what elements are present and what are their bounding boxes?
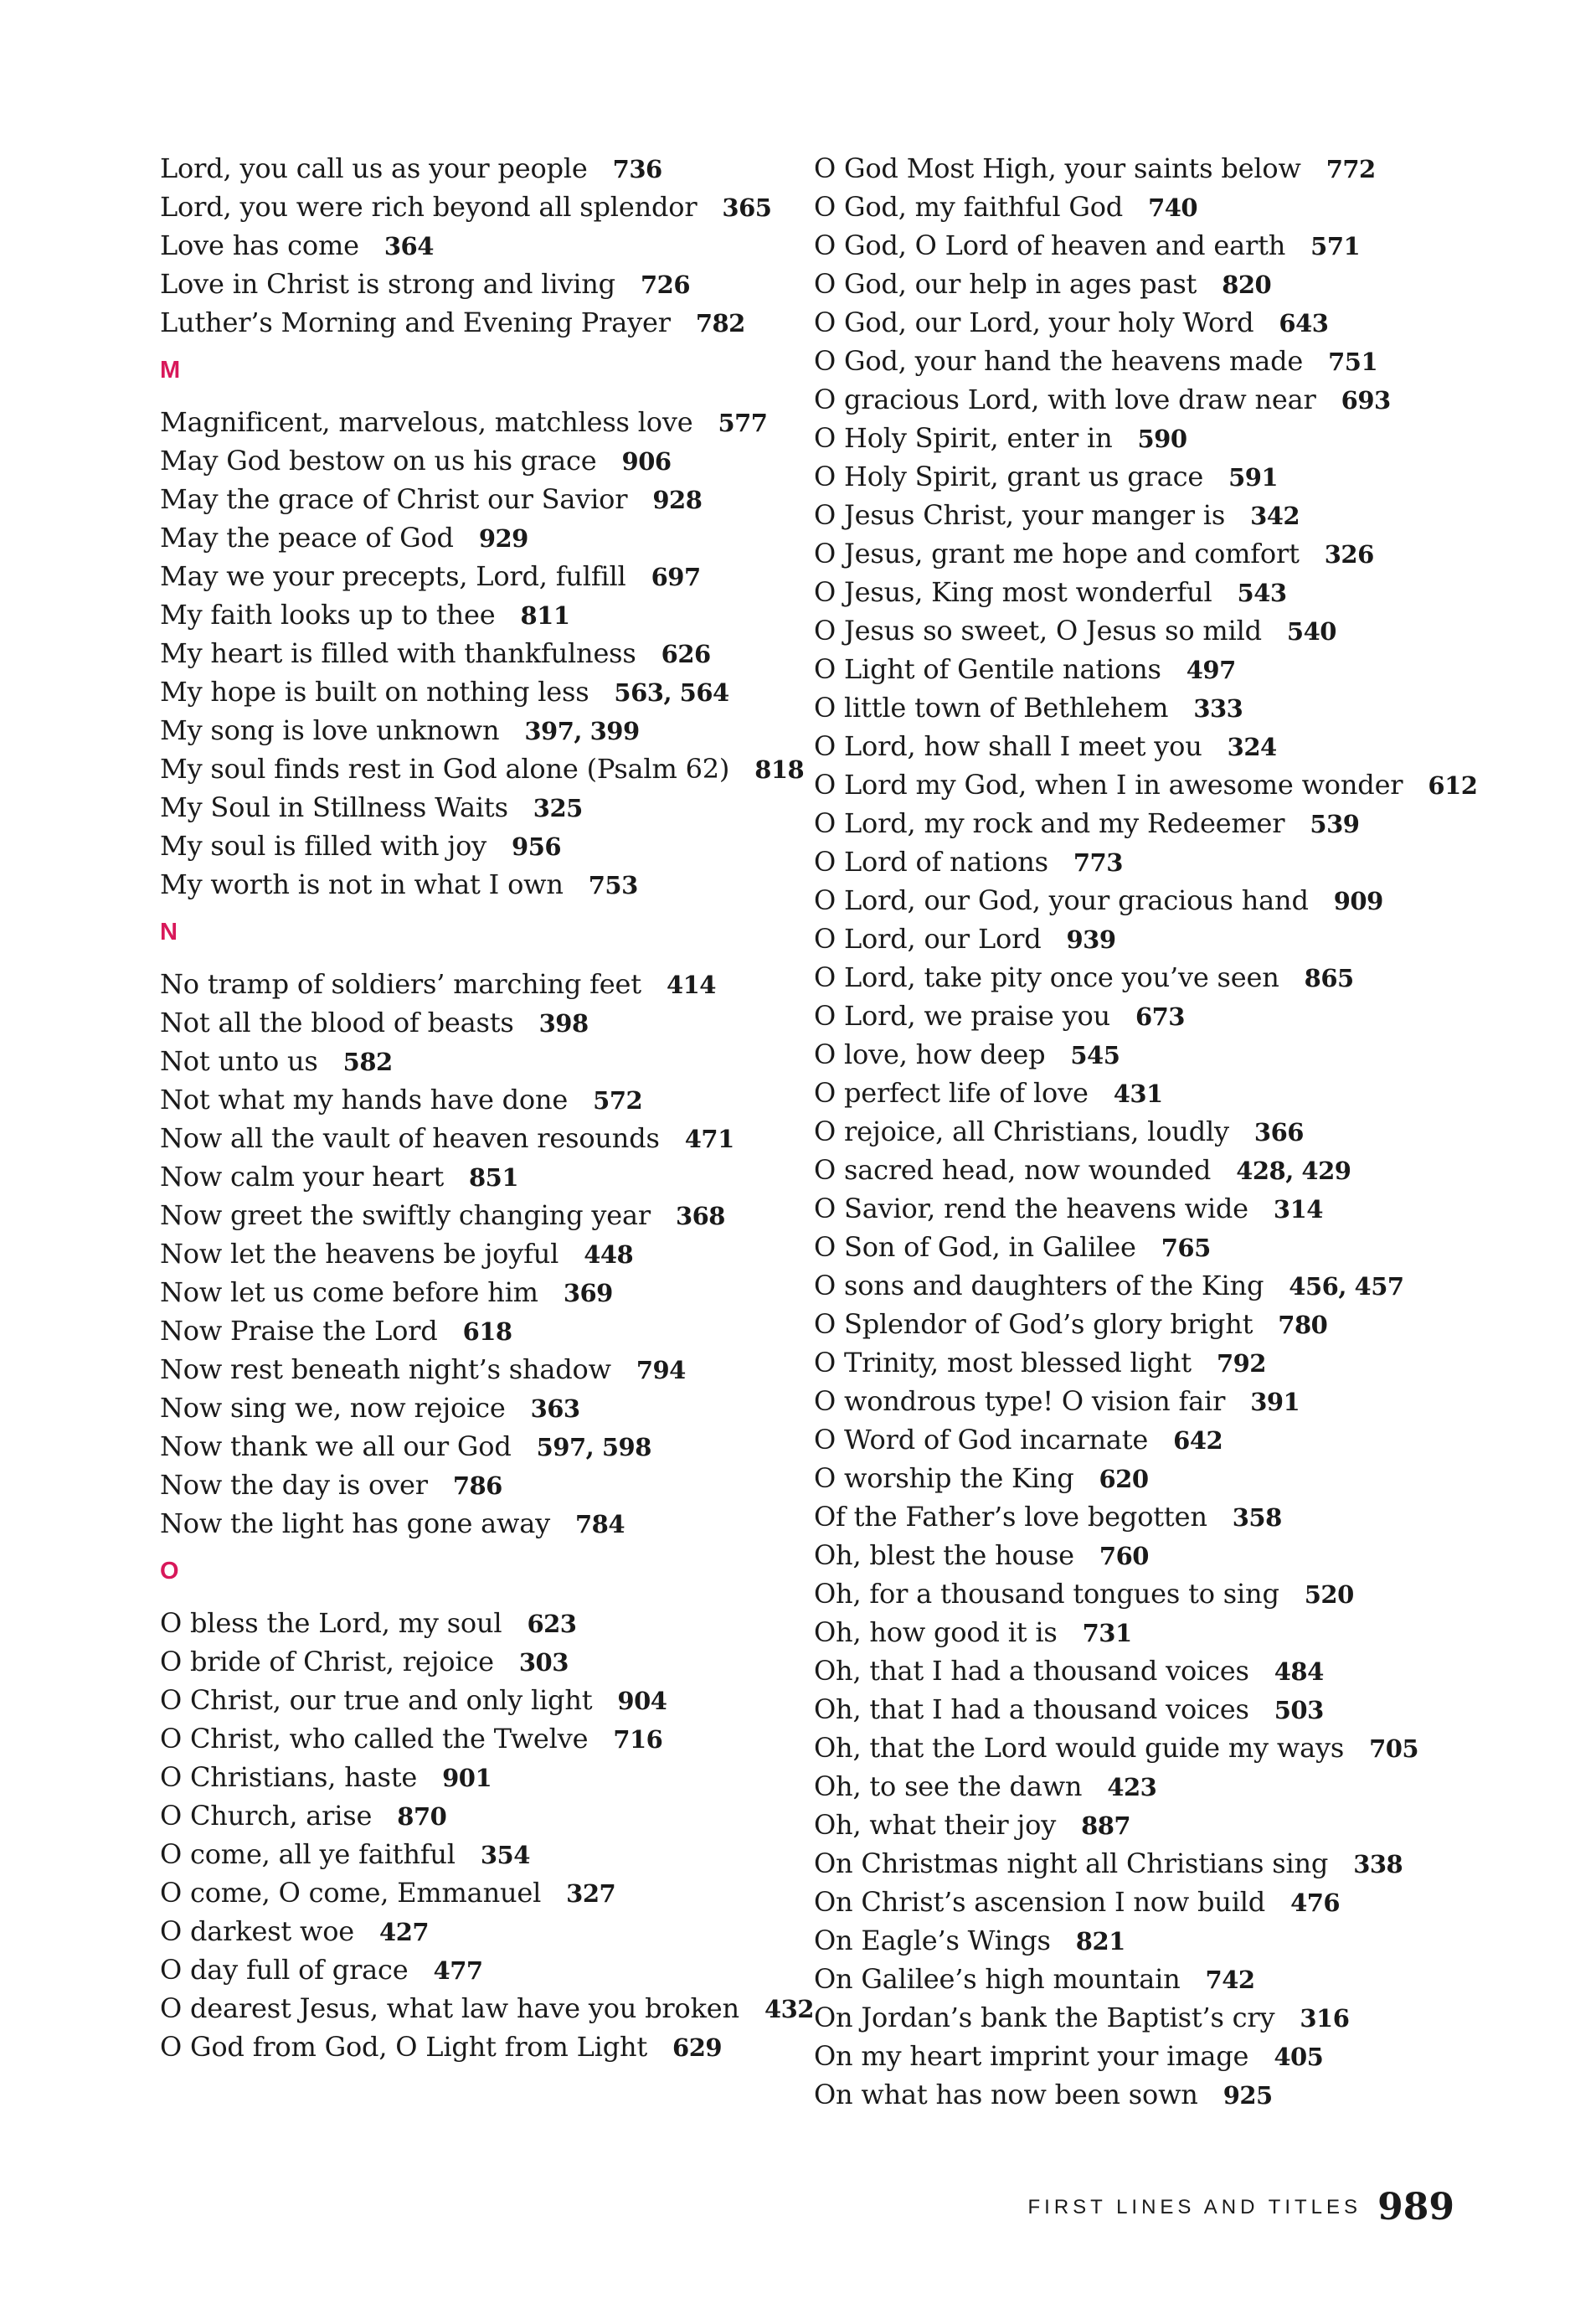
index-entry bbox=[814, 650, 1450, 688]
hymn-title: O gracious Lord, with love draw near bbox=[814, 384, 1316, 415]
index-entry bbox=[160, 403, 796, 441]
hymn-number: 563, 564 bbox=[614, 678, 729, 707]
index-entry bbox=[160, 1719, 796, 1758]
hymn-number: 327 bbox=[566, 1879, 616, 1908]
hymn-title: Oh, blest the house bbox=[814, 1539, 1074, 1571]
index-entry bbox=[814, 1613, 1450, 1652]
hymn-title: Oh, that I had a thousand voices bbox=[814, 1655, 1249, 1687]
index-entry bbox=[160, 1196, 796, 1234]
hymn-number: 939 bbox=[1066, 925, 1116, 954]
hymn-title: Now greet the swiftly changing year bbox=[160, 1199, 651, 1231]
hymn-number: 820 bbox=[1222, 271, 1272, 299]
hymn-title: O bless the Lord, my soul bbox=[160, 1607, 502, 1639]
hymn-number: 901 bbox=[442, 1764, 492, 1792]
hymn-number: 620 bbox=[1099, 1465, 1149, 1493]
hymn-number: 497 bbox=[1186, 656, 1236, 684]
hymn-title: Oh, what their joy bbox=[814, 1809, 1057, 1841]
hymn-number: 773 bbox=[1073, 848, 1123, 877]
hymn-number: 629 bbox=[672, 2033, 723, 2062]
hymn-title: Oh, to see the dawn bbox=[814, 1770, 1083, 1802]
index-entry bbox=[160, 965, 796, 1003]
index-entry bbox=[160, 1119, 796, 1157]
hymn-title: O Jesus, grant me hope and comfort bbox=[814, 538, 1300, 569]
hymn-number: 870 bbox=[397, 1802, 447, 1831]
hymn-title: O little town of Bethlehem bbox=[814, 692, 1169, 724]
hymn-number: 705 bbox=[1369, 1734, 1419, 1763]
hymn-number: 427 bbox=[379, 1918, 430, 1946]
index-entry bbox=[160, 265, 796, 303]
hymn-title: On Christmas night all Christians sing bbox=[814, 1847, 1329, 1879]
hymn-number: 471 bbox=[684, 1125, 734, 1153]
hymn-number: 765 bbox=[1161, 1234, 1211, 1262]
hymn-title: O Lord, take pity once you’ve seen bbox=[814, 961, 1279, 993]
index-entry bbox=[160, 1912, 796, 1950]
hymn-title: O Lord, we praise you bbox=[814, 1000, 1110, 1032]
index-entry bbox=[814, 1921, 1450, 1960]
hymn-number: 545 bbox=[1070, 1041, 1120, 1069]
hymn-number: 423 bbox=[1107, 1773, 1157, 1801]
hymn-number: 784 bbox=[574, 1510, 625, 1538]
hymn-title: Now thank we all our God bbox=[160, 1430, 512, 1462]
hymn-title: O perfect life of love bbox=[814, 1077, 1089, 1109]
hymn-title: O Lord, our God, your gracious hand bbox=[814, 884, 1309, 916]
hymn-title: Oh, that the Lord would guide my ways bbox=[814, 1732, 1345, 1764]
hymn-number: 821 bbox=[1075, 1927, 1125, 1956]
hymn-number: 731 bbox=[1082, 1619, 1132, 1647]
hymn-number: 618 bbox=[462, 1317, 512, 1346]
index-entry bbox=[160, 1234, 796, 1273]
hymn-title: Love in Christ is strong and living bbox=[160, 268, 615, 300]
hymn-title: O rejoice, all Christians, loudly bbox=[814, 1116, 1229, 1147]
hymn-title: O Splendor of God’s glory bright bbox=[814, 1308, 1253, 1340]
hymn-number: 405 bbox=[1274, 2043, 1324, 2071]
hymn-title: O God, our Lord, your holy Word bbox=[814, 307, 1254, 338]
hymn-number: 928 bbox=[652, 486, 703, 514]
hymn-title: On Eagle’s Wings bbox=[814, 1925, 1051, 1956]
hymn-title: Lord, you call us as your people bbox=[160, 152, 588, 184]
hymn-title: O Christians, haste bbox=[160, 1761, 418, 1793]
hymn-number: 503 bbox=[1274, 1696, 1324, 1724]
index-entry bbox=[160, 1873, 796, 1912]
index-entry bbox=[814, 2075, 1450, 2114]
index-entry bbox=[160, 1427, 796, 1466]
hymn-number: 591 bbox=[1228, 463, 1279, 492]
hymn-title: My worth is not in what I own bbox=[160, 868, 564, 900]
hymn-title: Now calm your heart bbox=[160, 1161, 444, 1193]
hymn-title: O Jesus, King most wonderful bbox=[814, 576, 1212, 608]
hymn-number: 742 bbox=[1205, 1966, 1255, 1994]
hymn-number: 456, 457 bbox=[1289, 1272, 1404, 1301]
hymn-title: My heart is filled with thankfulness bbox=[160, 637, 636, 669]
hymn-number: 354 bbox=[480, 1841, 530, 1869]
index-entry bbox=[160, 1642, 796, 1681]
index-entry bbox=[160, 634, 796, 672]
hymn-number: 582 bbox=[342, 1048, 393, 1076]
index-entry bbox=[160, 1273, 796, 1311]
hymn-number: 358 bbox=[1232, 1503, 1282, 1532]
hymn-title: May we your precepts, Lord, fulfill bbox=[160, 560, 626, 592]
hymn-number: 366 bbox=[1253, 1118, 1304, 1147]
hymn-title: Now the day is over bbox=[160, 1469, 428, 1501]
hymn-title: O Holy Spirit, enter in bbox=[814, 422, 1113, 454]
hymn-title: O dearest Jesus, what law have you broken bbox=[160, 1992, 739, 2024]
index-entry bbox=[814, 765, 1478, 804]
hymn-number: 572 bbox=[593, 1086, 643, 1115]
hymn-title: Of the Father’s love begotten bbox=[814, 1501, 1207, 1533]
hymn-number: 612 bbox=[1428, 771, 1478, 800]
hymn-title: O love, how deep bbox=[814, 1038, 1046, 1070]
index-entry bbox=[160, 865, 796, 904]
hymn-title: My soul is filled with joy bbox=[160, 830, 487, 862]
index-entry bbox=[814, 1883, 1450, 1921]
index-entry bbox=[814, 1729, 1450, 1767]
hymn-number: 303 bbox=[518, 1648, 569, 1677]
hymn-number: 753 bbox=[588, 871, 638, 899]
index-entry bbox=[814, 1960, 1450, 1998]
index-entry bbox=[160, 1080, 796, 1119]
index-entry bbox=[814, 534, 1450, 573]
hymn-number: 697 bbox=[651, 563, 701, 591]
hymn-title: Now all the vault of heaven resounds bbox=[160, 1122, 660, 1154]
hymn-number: 333 bbox=[1193, 694, 1243, 723]
section-letter: O bbox=[160, 1558, 179, 1585]
hymn-number: 365 bbox=[722, 193, 772, 222]
index-entry bbox=[160, 750, 805, 788]
hymn-number: 590 bbox=[1137, 425, 1187, 453]
index-entry bbox=[814, 920, 1450, 958]
hymn-title: O come, O come, Emmanuel bbox=[160, 1877, 542, 1909]
index-entry bbox=[160, 188, 796, 226]
hymn-title: O sacred head, now wounded bbox=[814, 1154, 1212, 1186]
hymn-number: 811 bbox=[520, 601, 570, 630]
hymn-number: 818 bbox=[754, 755, 805, 784]
hymn-number: 368 bbox=[675, 1202, 725, 1230]
hymn-number: 794 bbox=[636, 1356, 686, 1384]
hymn-number: 363 bbox=[530, 1394, 580, 1423]
hymn-title: Oh, how good it is bbox=[814, 1616, 1058, 1648]
index-entry bbox=[814, 149, 1450, 188]
index-entry bbox=[814, 1420, 1450, 1459]
hymn-title: O Son of God, in Galilee bbox=[814, 1231, 1136, 1263]
hymn-title: O Lord of nations bbox=[814, 846, 1048, 878]
index-entry bbox=[814, 1998, 1450, 2037]
hymn-title: O Lord my God, when I in awesome wonder bbox=[814, 769, 1403, 801]
index-entry bbox=[814, 1266, 1450, 1305]
hymn-number: 543 bbox=[1237, 579, 1287, 607]
hymn-title: Now rest beneath night’s shadow bbox=[160, 1353, 611, 1385]
index-entry bbox=[160, 1681, 796, 1719]
hymn-title: On Jordan’s bank the Baptist’s cry bbox=[814, 2002, 1275, 2033]
hymn-title: Oh, for a thousand tongues to sing bbox=[814, 1578, 1279, 1610]
hymn-title: O come, all ye faithful bbox=[160, 1838, 456, 1870]
hymn-number: 956 bbox=[512, 832, 562, 861]
index-entry bbox=[814, 611, 1450, 650]
hymn-number: 792 bbox=[1216, 1349, 1266, 1378]
hymn-title: Love has come bbox=[160, 229, 359, 261]
hymn-title: On my heart imprint your image bbox=[814, 2040, 1249, 2072]
hymn-title: O Lord, my rock and my Redeemer bbox=[814, 807, 1285, 839]
index-entry bbox=[814, 1767, 1450, 1806]
index-entry bbox=[160, 1835, 796, 1873]
hymn-number: 673 bbox=[1135, 1002, 1185, 1031]
index-entry bbox=[814, 1112, 1450, 1151]
hymn-title: O Church, arise bbox=[160, 1800, 373, 1832]
index-entry bbox=[814, 1151, 1450, 1189]
index-entry bbox=[814, 1228, 1450, 1266]
index-entry bbox=[814, 1497, 1450, 1536]
hymn-number: 716 bbox=[613, 1725, 663, 1754]
hymn-title: On Galilee’s high mountain bbox=[814, 1963, 1181, 1995]
index-entry bbox=[814, 457, 1450, 496]
index-entry bbox=[160, 1003, 796, 1042]
hymn-title: Not all the blood of beasts bbox=[160, 1007, 514, 1038]
index-entry bbox=[160, 672, 796, 711]
page-footer bbox=[1028, 2186, 1454, 2229]
hymn-title: Now the light has gone away bbox=[160, 1507, 550, 1539]
index-entry bbox=[160, 1350, 796, 1389]
hymn-number: 740 bbox=[1148, 193, 1198, 222]
hymn-number: 597, 598 bbox=[536, 1433, 651, 1461]
hymn-number: 520 bbox=[1304, 1580, 1354, 1609]
index-entry bbox=[160, 1950, 796, 1989]
hymn-number: 571 bbox=[1310, 232, 1361, 260]
index-entry bbox=[160, 595, 796, 634]
hymn-title: On what has now been sown bbox=[814, 2079, 1198, 2110]
index-entry bbox=[160, 303, 796, 342]
hymn-number: 736 bbox=[612, 155, 662, 183]
index-entry bbox=[160, 1466, 796, 1504]
index-entry bbox=[814, 188, 1450, 226]
hymn-title: O God from God, O Light from Light bbox=[160, 2031, 648, 2063]
hymn-title: May the grace of Christ our Savior bbox=[160, 483, 628, 515]
hymn-number: 887 bbox=[1081, 1811, 1131, 1840]
index-entry bbox=[160, 827, 796, 865]
hymn-number: 865 bbox=[1304, 964, 1354, 992]
hymn-title: Now sing we, now rejoice bbox=[160, 1392, 506, 1424]
hymn-title: O Savior, rend the heavens wide bbox=[814, 1193, 1248, 1224]
index-entry bbox=[160, 149, 796, 188]
hymn-title: O Lord, how shall I meet you bbox=[814, 730, 1202, 762]
hymn-number: 448 bbox=[584, 1240, 634, 1269]
hymn-number: 314 bbox=[1273, 1195, 1323, 1224]
index-entry bbox=[814, 1035, 1450, 1074]
index-entry bbox=[814, 1806, 1450, 1844]
hymn-title: O God, our help in ages past bbox=[814, 268, 1197, 300]
hymn-title: O wondrous type! O vision fair bbox=[814, 1385, 1226, 1417]
index-entry bbox=[814, 688, 1450, 727]
hymn-title: O Christ, who called the Twelve bbox=[160, 1723, 589, 1755]
hymn-title: O Word of God incarnate bbox=[814, 1424, 1149, 1456]
hymn-title: O bride of Christ, rejoice bbox=[160, 1646, 494, 1677]
hymn-title: Magnificent, marvelous, matchless love bbox=[160, 406, 693, 438]
index-entry bbox=[814, 1844, 1450, 1883]
hymn-title: Now let the heavens be joyful bbox=[160, 1238, 559, 1270]
hymn-number: 786 bbox=[452, 1471, 502, 1500]
index-entry bbox=[160, 1758, 796, 1796]
index-entry bbox=[160, 441, 796, 480]
hymn-title: O Light of Gentile nations bbox=[814, 653, 1161, 685]
hymn-number: 391 bbox=[1250, 1388, 1300, 1416]
index-entry bbox=[160, 1504, 796, 1543]
hymn-title: O Lord, our Lord bbox=[814, 923, 1042, 955]
index-entry bbox=[814, 226, 1450, 265]
hymn-number: 369 bbox=[563, 1279, 613, 1307]
index-entry bbox=[814, 419, 1450, 457]
index-entry bbox=[814, 496, 1450, 534]
hymn-number: 760 bbox=[1099, 1542, 1149, 1570]
hymn-number: 325 bbox=[533, 794, 583, 822]
hymn-title: No tramp of soldiers’ marching feet bbox=[160, 968, 641, 1000]
hymn-title: My hope is built on nothing less bbox=[160, 676, 589, 708]
hymn-number: 904 bbox=[617, 1687, 667, 1715]
hymn-number: 414 bbox=[666, 971, 716, 999]
hymn-title: O Trinity, most blessed light bbox=[814, 1347, 1192, 1378]
right-column bbox=[814, 149, 1478, 2114]
index-entry bbox=[814, 1343, 1450, 1382]
hymn-number: 772 bbox=[1325, 155, 1376, 183]
index-entry bbox=[160, 2028, 796, 2066]
hymn-number: 539 bbox=[1310, 810, 1360, 838]
hymn-number: 477 bbox=[433, 1956, 483, 1985]
hymn-number: 925 bbox=[1223, 2081, 1273, 2110]
hymn-number: 342 bbox=[1250, 502, 1300, 530]
hymn-number: 780 bbox=[1278, 1311, 1328, 1339]
hymn-number: 909 bbox=[1333, 887, 1383, 915]
hymn-title: O Holy Spirit, grant us grace bbox=[814, 461, 1204, 492]
hymn-title: Oh, that I had a thousand voices bbox=[814, 1693, 1249, 1725]
index-entry bbox=[160, 226, 796, 265]
hymn-title: O Jesus so sweet, O Jesus so mild bbox=[814, 615, 1262, 647]
page-number: 989 bbox=[1377, 2186, 1454, 2229]
hymn-title: My soul finds rest in God alone (Psalm 62) bbox=[160, 753, 730, 785]
index-entry bbox=[814, 958, 1450, 997]
index-entry bbox=[814, 1305, 1450, 1343]
hymn-title: Now Praise the Lord bbox=[160, 1315, 438, 1347]
index-entry bbox=[160, 1157, 796, 1196]
index-entry bbox=[814, 1189, 1450, 1228]
hymn-number: 851 bbox=[468, 1163, 519, 1192]
index-entry bbox=[160, 1989, 814, 2028]
hymn-title: My faith looks up to thee bbox=[160, 599, 496, 631]
index-entry bbox=[814, 881, 1450, 920]
index-entry bbox=[160, 1604, 796, 1642]
hymn-number: 751 bbox=[1328, 348, 1378, 376]
hymn-number: 398 bbox=[538, 1009, 589, 1038]
index-entry bbox=[814, 843, 1450, 881]
index-entry bbox=[160, 788, 796, 827]
hymn-title: Lord, you were rich beyond all splendor bbox=[160, 191, 697, 223]
hymn-title: O God, your hand the heavens made bbox=[814, 345, 1304, 377]
hymn-number: 326 bbox=[1324, 540, 1374, 569]
index-entry bbox=[814, 1574, 1450, 1613]
index-entry bbox=[814, 1459, 1450, 1497]
hymn-title: O Jesus Christ, your manger is bbox=[814, 499, 1226, 531]
hymn-number: 626 bbox=[661, 640, 711, 668]
hymn-number: 623 bbox=[527, 1610, 577, 1638]
hymn-title: My song is love unknown bbox=[160, 714, 500, 746]
hymn-title: Not what my hands have done bbox=[160, 1084, 569, 1116]
hymn-number: 316 bbox=[1300, 2004, 1350, 2033]
hymn-number: 476 bbox=[1290, 1889, 1341, 1917]
index-entry bbox=[160, 1389, 796, 1427]
index-entry bbox=[814, 2037, 1450, 2075]
section-letter: N bbox=[160, 919, 178, 946]
index-entry bbox=[814, 1652, 1450, 1690]
hymn-title: O God, my faithful God bbox=[814, 191, 1124, 223]
hymn-title: May the peace of God bbox=[160, 522, 454, 554]
index-entry bbox=[160, 480, 796, 518]
index-entry bbox=[814, 265, 1450, 303]
hymn-number: 693 bbox=[1341, 386, 1391, 415]
index-entry bbox=[814, 997, 1450, 1035]
hymn-number: 324 bbox=[1227, 733, 1277, 761]
hymn-number: 929 bbox=[478, 524, 528, 553]
hymn-title: O God, O Lord of heaven and earth bbox=[814, 229, 1286, 261]
hymn-number: 540 bbox=[1286, 617, 1336, 646]
hymn-title: O Christ, our true and only light bbox=[160, 1684, 593, 1716]
section-letter: M bbox=[160, 357, 181, 384]
index-entry bbox=[814, 1074, 1450, 1112]
running-footer-title: FIRST LINES AND TITLES bbox=[1027, 2195, 1362, 2218]
hymn-number: 577 bbox=[718, 409, 768, 437]
hymn-number: 906 bbox=[621, 447, 672, 476]
hymn-title: O sons and daughters of the King bbox=[814, 1270, 1264, 1301]
hymn-number: 428, 429 bbox=[1236, 1157, 1351, 1185]
hymn-number: 782 bbox=[695, 309, 745, 338]
hymn-title: O worship the King bbox=[814, 1462, 1074, 1494]
index-entry bbox=[814, 1536, 1450, 1574]
index-entry bbox=[814, 573, 1450, 611]
hymn-number: 397, 399 bbox=[524, 717, 640, 745]
index-entry bbox=[160, 1311, 796, 1350]
index-entry bbox=[160, 518, 796, 557]
hymn-title: My Soul in Stillness Waits bbox=[160, 791, 508, 823]
hymn-title: On Christ’s ascension I now build bbox=[814, 1886, 1266, 1918]
hymn-number: 642 bbox=[1173, 1426, 1223, 1455]
hymn-number: 364 bbox=[383, 232, 434, 260]
index-entry bbox=[160, 1042, 796, 1080]
hymn-number: 432 bbox=[764, 1995, 814, 2023]
hymn-title: May God bestow on us his grace bbox=[160, 445, 597, 477]
hymn-title: Now let us come before him bbox=[160, 1276, 538, 1308]
hymn-title: O day full of grace bbox=[160, 1954, 409, 1986]
index-entry bbox=[814, 1690, 1450, 1729]
index-entry bbox=[814, 727, 1450, 765]
hymn-number: 484 bbox=[1274, 1657, 1324, 1686]
hymn-title: Not unto us bbox=[160, 1045, 318, 1077]
hymn-title: Luther’s Morning and Evening Prayer bbox=[160, 307, 671, 338]
index-entry bbox=[814, 804, 1450, 843]
hymn-number: 431 bbox=[1113, 1080, 1163, 1108]
hymn-title: O God Most High, your saints below bbox=[814, 152, 1301, 184]
hymn-number: 726 bbox=[640, 271, 691, 299]
hymn-number: 643 bbox=[1279, 309, 1329, 338]
index-entry bbox=[814, 380, 1450, 419]
index-entry bbox=[160, 1796, 796, 1835]
index-entry bbox=[814, 342, 1450, 380]
index-entry bbox=[160, 711, 796, 750]
index-entry bbox=[160, 557, 796, 595]
hymn-title: O darkest woe bbox=[160, 1915, 355, 1947]
hymn-number: 338 bbox=[1353, 1850, 1403, 1878]
index-entry bbox=[814, 1382, 1450, 1420]
left-column bbox=[160, 149, 814, 2066]
index-entry bbox=[814, 303, 1450, 342]
